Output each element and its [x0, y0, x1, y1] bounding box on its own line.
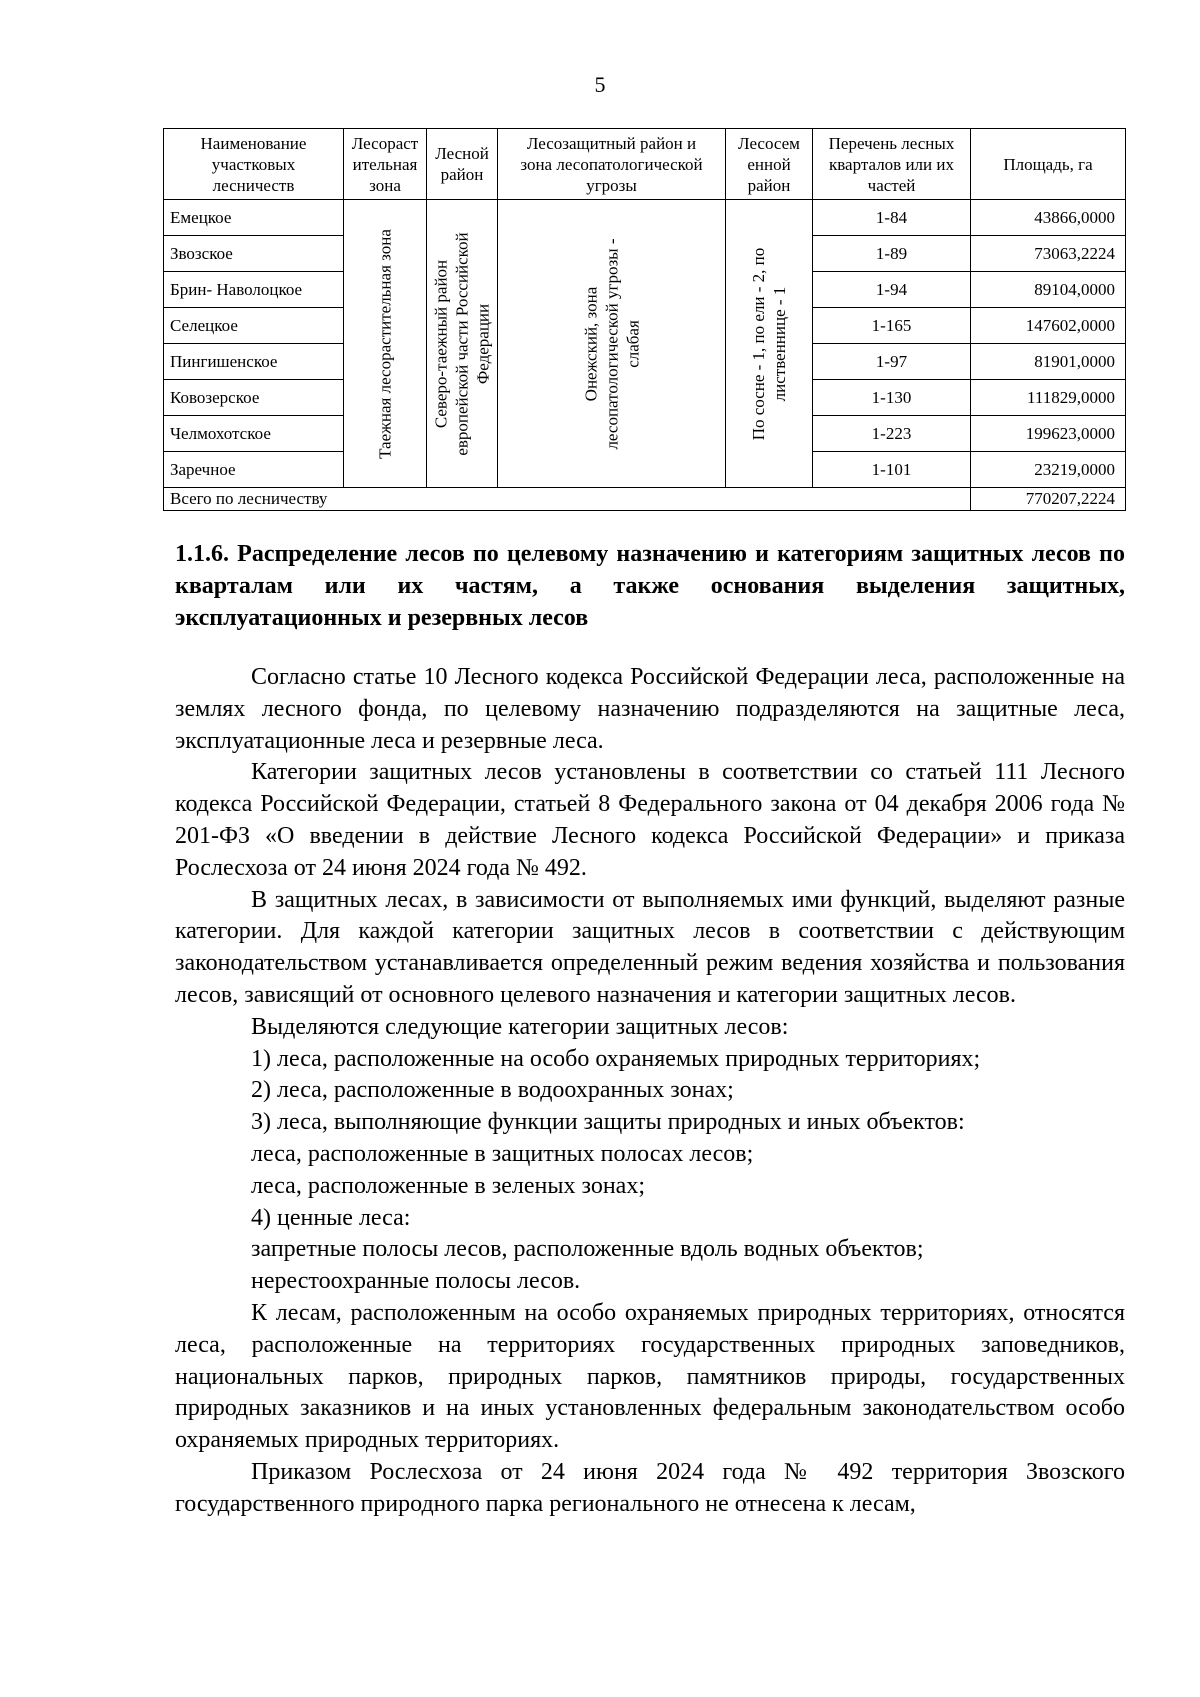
- header-quarters: Перечень лесных кварталов или их частей: [813, 129, 971, 200]
- paragraph: Категории защитных лесов установлены в соответствии со статьей 111 Лесного кодекса Российской Федерации, статьей 8 Федерального закона от 04 декабря 2006 года № 201-ФЗ «О введении в действие Лесного кодекса Российской Федерации» и приказа Рослесхоза от 24 июня 2024 года № 492.: [175, 759, 1125, 881]
- row-quarters: 1-97: [813, 344, 971, 380]
- list-item: нерестоохранные полосы лесов.: [251, 1268, 581, 1295]
- row-area: 199623,0000: [971, 416, 1126, 452]
- zone-cell: [344, 200, 427, 488]
- row-area: 43866,0000: [971, 200, 1126, 236]
- row-quarters: 1-94: [813, 272, 971, 308]
- table-row: [164, 200, 1126, 236]
- paragraph: Выделяются следующие категории защитных лесов:: [251, 1013, 789, 1040]
- row-name: Челмохотское: [164, 416, 344, 452]
- header-name: Наименование участковых лесничеств: [164, 129, 344, 200]
- paragraph: Согласно статье 10 Лесного кодекса Российской Федерации леса, расположенные на землях лесного фонда, по целевому назначению подразделяются на защитные леса, эксплуатационные леса и резервные леса.: [175, 664, 1125, 754]
- table-total-row: [164, 488, 1126, 511]
- page-number: 5: [594, 72, 606, 97]
- row-quarters: 1-84: [813, 200, 971, 236]
- protect-region-text: Онежский, зона лесопатологической угрозы - слабая: [581, 237, 642, 450]
- row-name: Ковозерское: [164, 380, 344, 416]
- header-area: Площадь, га: [971, 129, 1126, 200]
- row-name: Звозское: [164, 236, 344, 272]
- total-label: Всего по лесничеству: [164, 488, 971, 511]
- row-area: 23219,0000: [971, 452, 1126, 488]
- paragraph: Приказом Рослесхоза от 24 июня 2024 года № 492 территория Звозского государственного природного парка регионального не отнесена к лесам,: [175, 1458, 1125, 1517]
- header-seed-region: Лесосем енной район: [726, 129, 813, 200]
- paragraph: В защитных лесах, в зависимости от выполняемых ими функций, выделяют разные категории. Для каждой категории защитных лесов в соответствии с действующим законодательством устанавливается определенный режим ведения хозяйства и пользования лесов, зависящий от основного целевого назначения и категории защитных лесов.: [175, 886, 1125, 1008]
- row-name: Емецкое: [164, 200, 344, 236]
- row-quarters: 1-130: [813, 380, 971, 416]
- row-area: 81901,0000: [971, 344, 1126, 380]
- list-item: 1) леса, расположенные на особо охраняемых природных территориях;: [251, 1045, 981, 1072]
- header-protect-region: Лесозащитный район и зона лесопатологической угрозы: [498, 129, 726, 200]
- table-header-row: [164, 129, 1126, 200]
- list-item: 3) леса, выполняющие функции защиты природных и иных объектов:: [251, 1109, 965, 1136]
- row-area: 111829,0000: [971, 380, 1126, 416]
- list-item: леса, расположенные в зеленых зонах;: [251, 1172, 645, 1199]
- body-text: [175, 662, 1125, 1521]
- row-area: 89104,0000: [971, 272, 1126, 308]
- row-name: Пингишенское: [164, 344, 344, 380]
- section-heading: 1.1.6. Распределение лесов по целевому назначению и категориям защитных лесов по кварталам или их частям, а также основания выделения защитных, эксплуатационных и резервных лесов: [175, 541, 1125, 631]
- zone-text: Таежная лесорастительная зона: [375, 228, 395, 459]
- protect-region-cell: [498, 200, 726, 488]
- paragraph: К лесам, расположенным на особо охраняемых природных территориях, относятся леса, расположенные на территориях государственных природных заповедников, национальных парков, природных парков, памятников природы, государственных природных заказников и на иных установленных федеральным законодательством особо охраняемых природных территориях.: [175, 1299, 1125, 1454]
- list-item: 4) ценные леса:: [251, 1204, 411, 1231]
- list-item: леса, расположенные в защитных полосах лесов;: [251, 1140, 754, 1167]
- row-name: Заречное: [164, 452, 344, 488]
- list-item: запретные полосы лесов, расположенные вдоль водных объектов;: [251, 1236, 924, 1263]
- seed-region-text: По сосне - 1, по ели - 2, по лиственнице - 1: [749, 247, 789, 440]
- header-forest-region: Лесной район: [427, 129, 498, 200]
- row-quarters: 1-223: [813, 416, 971, 452]
- forest-region-cell: [427, 200, 498, 488]
- row-name: Селецкое: [164, 308, 344, 344]
- row-name: Брин- Наволоцкое: [164, 272, 344, 308]
- row-quarters: 1-89: [813, 236, 971, 272]
- total-area: 770207,2224: [971, 488, 1126, 511]
- row-quarters: 1-101: [813, 452, 971, 488]
- seed-region-cell: [726, 200, 813, 488]
- header-zone: Лесораст ительная зона: [344, 129, 427, 200]
- forestry-table: [163, 128, 1126, 511]
- row-quarters: 1-165: [813, 308, 971, 344]
- row-area: 73063,2224: [971, 236, 1126, 272]
- row-area: 147602,0000: [971, 308, 1126, 344]
- forest-region-text: Северо-таежный район европейской части Российской Федерации: [431, 231, 493, 456]
- list-item: 2) леса, расположенные в водоохранных зонах;: [251, 1077, 734, 1104]
